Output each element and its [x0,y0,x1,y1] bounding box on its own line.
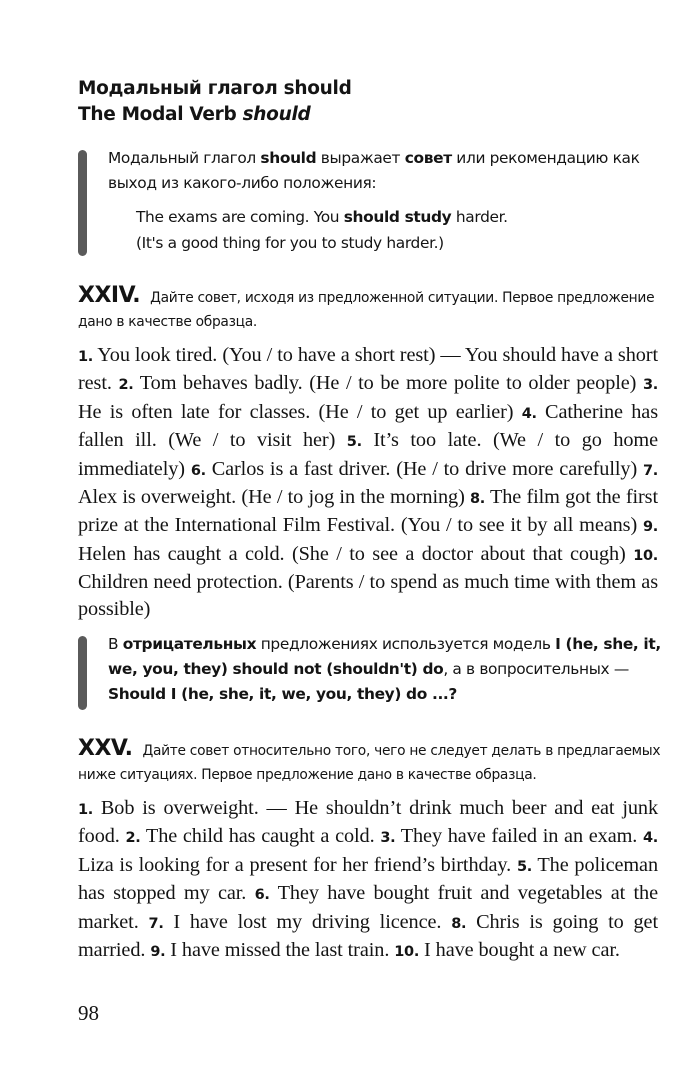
example-line-2: (It's a good thing for you to study harder.) [136,234,444,252]
item-text: Helen has caught a cold. (She / to see a doctor about that cough) [78,542,634,565]
rule-bold-term: I (he, she, it, we, you, they) should not (shouldn't) do [108,635,661,678]
item-number: 7. [148,915,164,932]
item-text: You look tired. (You / to have a short rest) — You should have a short rest. [78,344,658,395]
exercise-item [150,939,394,961]
example-bold: should study [343,208,452,226]
item-number: 3. [643,377,658,394]
item-number: 5. [346,434,362,451]
exercise-item [394,939,620,961]
item-number: 6. [190,462,206,479]
exercise-24-heading [78,284,678,334]
item-number: 4. [643,830,658,847]
item-number: 9. [150,944,166,961]
item-text: The policeman has stopped my car. [78,853,658,905]
rule-bold-term: совет [404,149,452,167]
item-text: Bob is overweight. — He shouldn’t drink much beer and eat junk food. [78,797,658,848]
rule-bold-term: отрицательных [122,635,257,653]
item-text: They have failed in an exam. [395,825,643,848]
rule-text-part: выражает [316,149,405,167]
section-title [78,76,352,128]
item-text: Chris is going to get married. [78,910,658,962]
rule-example [108,204,678,256]
exercise-number: XXIV. [78,283,141,308]
title-english [78,102,352,128]
exercise-item [191,458,643,480]
title-english-prefix: The Modal Verb [78,104,243,125]
item-number: 9. [643,519,658,536]
exercise-number: XXV. [78,736,133,761]
exercise-24-body [78,342,658,622]
item-text: Catherine has fallen ill. (We / to visit her) [78,400,658,452]
rule-bold-term: should [260,149,317,167]
item-text: Children need protection. (Parents / to spend as much time with them as possible) [78,571,658,620]
item-text: Liza is looking for a present for her friend’s birthday. [78,853,517,876]
exercise-instruction: Дайте совет относительно того, чего не следует делать в предлагаемых ниже ситуациях. Первое предложение дано в качестве образца. [78,743,661,783]
rule-text [108,632,678,707]
exercise-item [119,372,643,394]
item-text: Tom behaves badly. (He / to be more polite to older people) [133,372,643,395]
rule-definition [108,146,678,196]
rule-text-part: , а в вопросительных — [443,660,629,678]
rule-marker-bar [78,150,87,256]
exercise-item [380,825,643,847]
page-number: 98 [78,1001,99,1025]
exercise-item [126,825,381,847]
item-number: 1. [78,802,93,818]
exercise-instruction: Дайте совет, исходя из предложенной ситуации. Первое предложение дано в качестве образца. [78,290,655,330]
item-text: They have bought fruit and vegetables at the market. [78,882,658,933]
item-number: 4. [521,405,537,422]
item-text: It’s too late. (We / to go home immediately) [78,429,658,480]
item-text: Carlos is a fast driver. (He / to drive more carefully) [205,457,643,480]
title-russian: Модальный глагол should [78,78,352,99]
rule-box-negative-question [78,632,678,710]
item-number: 2. [118,377,134,394]
item-number: 2. [125,830,141,847]
item-text: I have missed the last train. [165,939,395,962]
rule-text-part: или рекомендацию как выход из какого-либо положения: [108,149,640,192]
item-number: 5. [516,858,532,875]
rule-box-should [78,146,678,258]
item-text: I have lost my driving licence. [163,910,452,933]
rule-text-part: Модальный глагол [108,149,261,167]
item-number: 1. [78,349,93,365]
item-number: 8. [451,915,467,932]
rule-text [108,146,678,256]
item-number: 7. [643,462,658,479]
example-text: The exams are coming. You [136,208,344,226]
exercise-item [149,911,452,933]
exercise-25-heading [78,737,678,787]
item-number: 6. [254,887,270,904]
item-text: I have bought a new car. [419,939,620,962]
rule-bold-term: Should I (he, she, it, we, you, they) do ...? [108,685,458,703]
item-text: The child has caught a cold. [140,825,381,848]
item-number: 10. [633,547,658,564]
exercise-25-body [78,795,658,965]
item-text: Alex is overweight. (He / to jog in the morning) [78,486,471,509]
rule-text-part: В [108,635,123,653]
rule-marker-bar [78,636,87,710]
example-line-1 [136,204,678,230]
title-english-italic: should [242,104,311,125]
rule-text-part: предложениях используется модель [256,635,556,653]
item-number: 3. [380,830,396,847]
item-number: 10. [394,944,420,961]
example-text: harder. [451,208,508,226]
item-text: He is often late for classes. (He / to get up earlier) [78,400,522,423]
item-text: The film got the first prize at the International Film Festival. (You / to see it by all means) [78,486,658,537]
item-number: 8. [470,491,486,508]
